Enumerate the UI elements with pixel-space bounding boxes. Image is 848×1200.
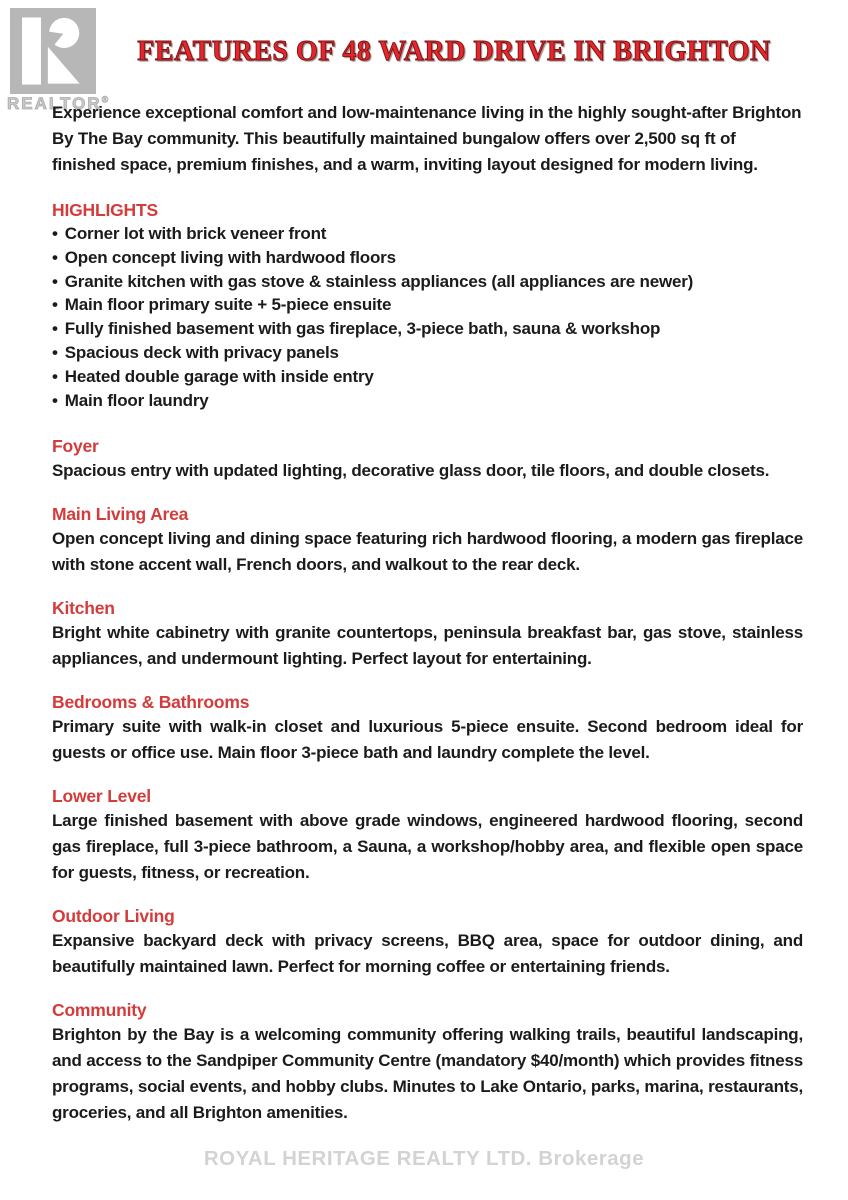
registered-trademark-symbol: ® xyxy=(101,94,109,105)
section-body: Bright white cabinetry with granite countertops, peninsula breakfast bar, gas stove, stainless appliances, and undermount lighting. Perfect layout for entertaining. xyxy=(52,623,803,669)
list-item xyxy=(52,365,803,389)
section-heading: Foyer xyxy=(52,436,99,457)
section-community xyxy=(52,998,803,1126)
section-body: Expansive backyard deck with privacy screens, BBQ area, space for outdoor dining, and beautifully maintained lawn. Perfect for morning coffee or entertaining friends. xyxy=(52,931,803,977)
bullet-icon: • xyxy=(52,224,58,243)
highlight-text: Corner lot with brick veneer front xyxy=(64,224,327,243)
list-item xyxy=(52,222,803,246)
bullet-icon: • xyxy=(52,342,58,362)
section-heading: Main Living Area xyxy=(52,504,189,525)
section-heading: HIGHLIGHTS xyxy=(52,200,158,220)
section-heading: Outdoor Living xyxy=(52,906,175,927)
section-body: Spacious entry with updated lighting, decorative glass door, tile floors, and double closets. xyxy=(52,461,770,481)
section-heading: Kitchen xyxy=(52,598,115,619)
section-foyer xyxy=(52,434,803,484)
section-heading: Lower Level xyxy=(52,786,151,807)
list-item xyxy=(52,270,803,294)
section-bedrooms-bathrooms xyxy=(52,690,803,766)
bullet-icon: • xyxy=(52,295,58,315)
bullet-icon: • xyxy=(52,390,58,410)
highlight-text: Open concept living with hardwood floors xyxy=(64,247,396,267)
bullet-icon: • xyxy=(52,271,58,291)
brokerage-watermark: ROYAL HERITAGE REALTY LTD. Brokerage xyxy=(203,1147,645,1170)
section-body: Brighton by the Bay is a welcoming community offering walking trails, beautiful landscaping, and access to the Sandpiper Community Centre (mandatory $40/month) which provides fitness programs, social events, and hobby clubs. Minutes to Lake Ontario, parks, marina, restaurants, groceries, and all Brighton amenities. xyxy=(52,1025,803,1123)
highlight-text: Main floor laundry xyxy=(64,390,209,410)
page-title: FEATURES OF 48 WARD DRIVE IN BRIGHTON xyxy=(137,36,771,67)
highlight-text: Main floor primary suite + 5-piece ensuite xyxy=(64,295,392,315)
highlights-list xyxy=(52,222,803,412)
list-item xyxy=(52,389,803,413)
section-heading: Community xyxy=(52,1000,147,1021)
list-item xyxy=(52,246,803,270)
highlight-text: Fully finished basement with gas fireplace, 3-piece bath, sauna & workshop xyxy=(64,319,661,339)
highlight-text: Heated double garage with inside entry xyxy=(64,366,374,386)
section-body: Primary suite with walk-in closet and luxurious 5-piece ensuite. Second bedroom ideal for guests or office use. Main floor 3-piece bath and laundry complete the level. xyxy=(52,717,803,763)
section-heading: Bedrooms & Bathrooms xyxy=(52,692,250,713)
highlight-text: Granite kitchen with gas stove & stainless appliances (all appliances are newer) xyxy=(64,271,694,291)
section-main-living-area xyxy=(52,502,803,578)
section-outdoor-living xyxy=(52,904,803,980)
section-kitchen xyxy=(52,596,803,672)
intro-paragraph: Experience exceptional comfort and low-maintenance living in the highly sought-after Brighton By The Bay community. This beautifully maintained bungalow offers over 2,500 sq ft of finished space, premium finishes, and a warm, inviting layout designed for modern living. xyxy=(52,103,802,174)
bullet-icon: • xyxy=(52,366,58,386)
list-item xyxy=(52,317,803,341)
realtor-wordmark-text: REALTOR xyxy=(7,94,102,113)
list-item xyxy=(52,341,803,365)
bullet-icon: • xyxy=(52,247,58,267)
list-item xyxy=(52,293,803,317)
section-body: Large finished basement with above grade windows, engineered hardwood flooring, second gas fireplace, full 3-piece bathroom, a Sauna, a workshop/hobby area, and flexible open space for guests, fitness, or recreation. xyxy=(52,811,803,883)
document-body xyxy=(52,100,803,1126)
section-highlights xyxy=(52,198,803,412)
highlight-text: Spacious deck with privacy panels xyxy=(64,342,339,362)
bullet-icon: • xyxy=(52,319,58,339)
section-body: Open concept living and dining space featuring rich hardwood flooring, a modern gas fireplace with stone accent wall, French doors, and walkout to the rear deck. xyxy=(52,529,803,575)
section-lower-level xyxy=(52,784,803,886)
